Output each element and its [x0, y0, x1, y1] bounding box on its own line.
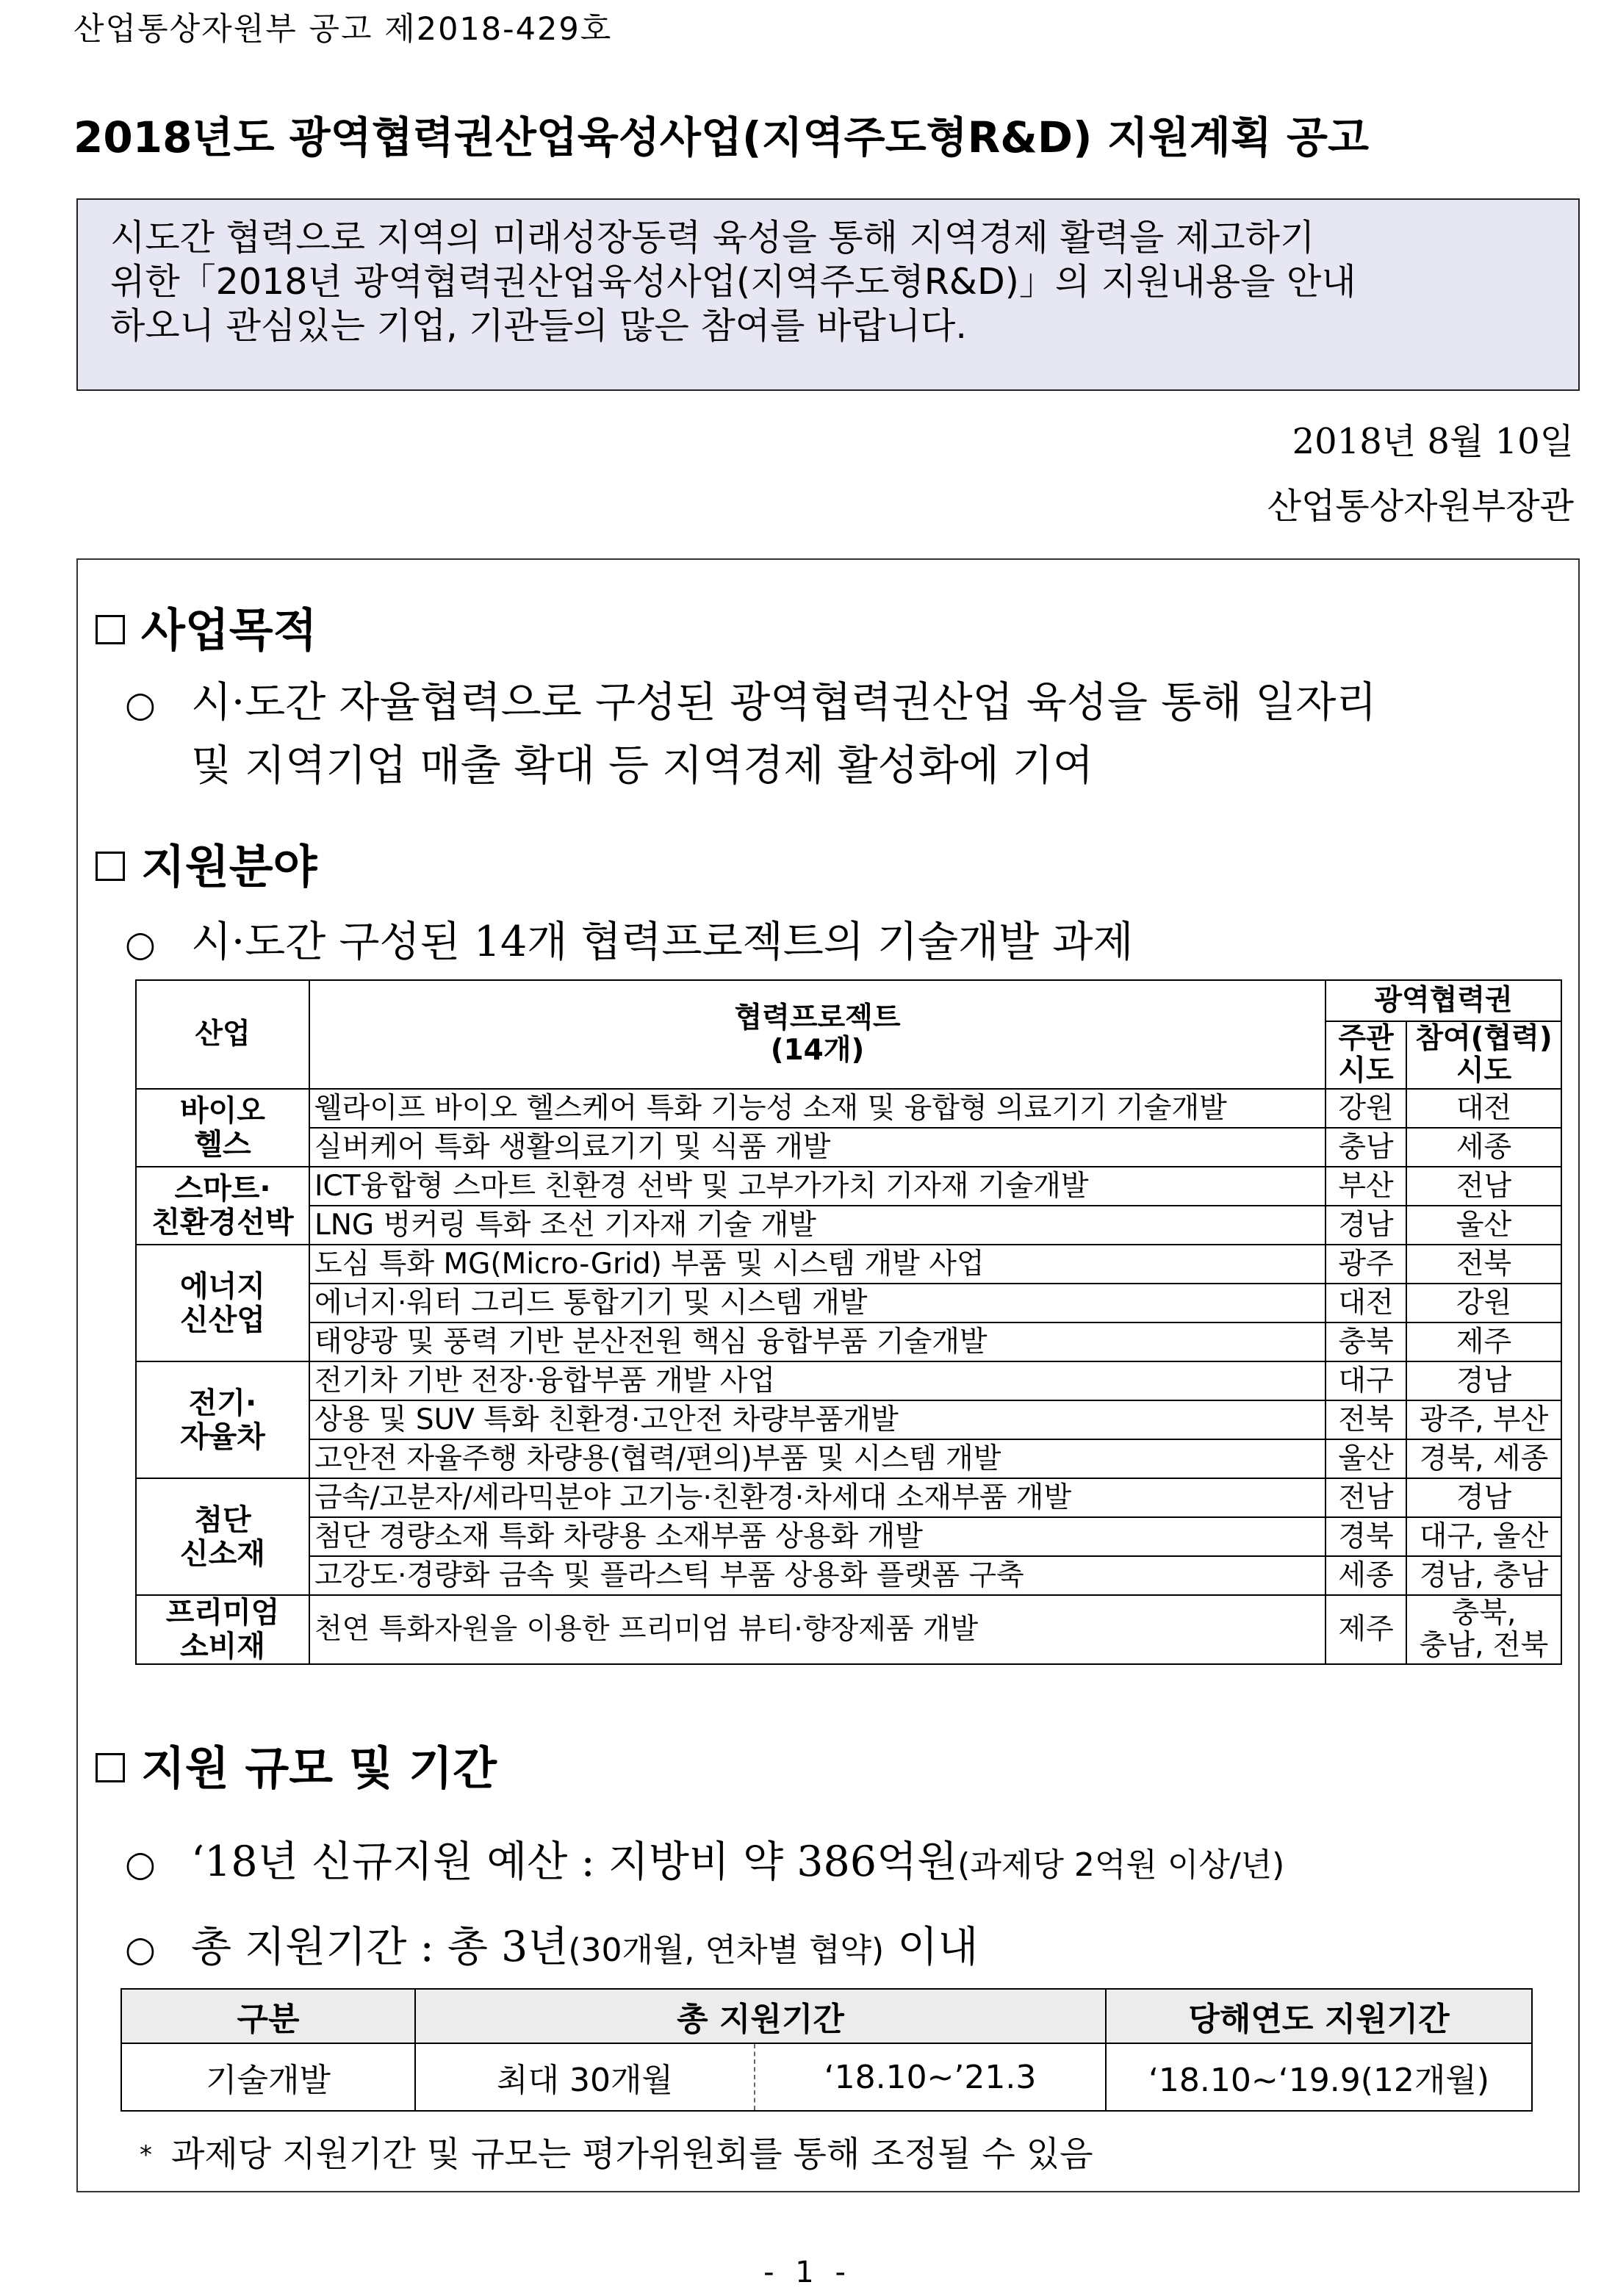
- project-table: [135, 979, 1562, 1665]
- bullet-text: 시·도간 구성된 14개 협력프로젝트의 기술개발 과제: [191, 918, 1134, 966]
- circle-bullet-icon: ○: [125, 684, 156, 725]
- checkbox-square-icon: [96, 1753, 125, 1782]
- project-cell: 태양광 및 풍력 기반 분산전원 핵심 융합부품 기술개발: [309, 1322, 1326, 1361]
- project-cell: 웰라이프 바이오 헬스케어 특화 기능성 소재 및 융합형 의료기기 기술개발: [309, 1089, 1326, 1128]
- lead-cell: 대구: [1326, 1361, 1406, 1400]
- lead-cell: 제주: [1326, 1595, 1406, 1664]
- intro-line-3: 하오니 관심있는 기업, 기관들의 많은 참여를 바랍니다.: [110, 305, 967, 347]
- table-row: [121, 2043, 1532, 2111]
- table-row: [136, 1517, 1561, 1556]
- partner-cell: 경남, 충남: [1406, 1556, 1561, 1595]
- table-row: [136, 1245, 1561, 1284]
- lead-cell: 경남: [1326, 1206, 1406, 1245]
- project-cell: 상용 및 SUV 특화 친환경·고안전 차량부품개발: [309, 1400, 1326, 1439]
- row-total-range: ‘18.10~’21.3: [755, 2043, 1106, 2111]
- budget-note: (과제당 2억원 이상/년): [957, 1846, 1285, 1884]
- period-table: [121, 1988, 1533, 2112]
- intro-box: [76, 198, 1580, 391]
- partner-cell: 광주, 부산: [1406, 1400, 1561, 1439]
- budget-text: ‘18년 신규지원 예산 : 지방비 약 386억원: [191, 1838, 958, 1886]
- table-row: [136, 1167, 1561, 1206]
- lead-cell: 전남: [1326, 1478, 1406, 1517]
- period-bullet: [125, 1913, 978, 1973]
- project-cell: 고강도·경량화 금속 및 플라스틱 부품 상용화 플랫폼 구축: [309, 1556, 1326, 1595]
- asterisk-icon: *: [140, 2140, 152, 2170]
- section-heading-text: 사업목적: [141, 603, 317, 657]
- row-max-duration: 최대 30개월: [415, 2043, 755, 2111]
- lead-cell: 강원: [1326, 1089, 1406, 1128]
- circle-bullet-icon: ○: [125, 1843, 156, 1885]
- section-heading-field: [96, 830, 317, 896]
- table-header-row: [121, 1989, 1532, 2043]
- table-row: [136, 1439, 1561, 1478]
- circle-bullet-icon: ○: [125, 1929, 156, 1970]
- project-cell: 에너지·워터 그리드 통합기기 및 시스템 개발: [309, 1284, 1326, 1322]
- lead-cell: 부산: [1326, 1167, 1406, 1206]
- issuer: 산업통상자원부장관: [1267, 486, 1574, 527]
- partner-cell: 대구, 울산: [1406, 1517, 1561, 1556]
- project-cell: LNG 벙커링 특화 조선 기자재 기술 개발: [309, 1206, 1326, 1245]
- partner-cell: 대전: [1406, 1089, 1561, 1128]
- project-cell: 실버케어 특화 생활의료기기 및 식품 개발: [309, 1128, 1326, 1167]
- purpose-bullet-continuation: 및 지역기업 매출 확대 등 지역경제 활성화에 기여: [191, 741, 1094, 790]
- section-heading-scale: [96, 1732, 497, 1797]
- category-cell: 첨단 신소재: [136, 1478, 309, 1595]
- intro-line-1: 시도간 협력으로 지역의 미래성장동력 육성을 통해 지역경제 활력을 제고하기: [110, 217, 1315, 259]
- partner-cell: 경남: [1406, 1361, 1561, 1400]
- project-cell: 천연 특화자원을 이용한 프리미엄 뷰티·향장제품 개발: [309, 1595, 1326, 1664]
- field-bullet: [125, 908, 1133, 968]
- category-cell: 전기· 자율차: [136, 1361, 309, 1478]
- period-text: 총 지원기간 : 총 3년: [191, 1923, 569, 1971]
- footnote-text: 과제당 지원기간 및 규모는 평가위원회를 통해 조정될 수 있음: [171, 2134, 1093, 2175]
- page-number: - 1 -: [763, 2256, 852, 2289]
- table-row: [136, 1128, 1561, 1167]
- category-cell: 프리미엄 소비재: [136, 1595, 309, 1664]
- partner-cell: 전북: [1406, 1245, 1561, 1284]
- lead-cell: 대전: [1326, 1284, 1406, 1322]
- purpose-bullet: [125, 669, 1377, 729]
- lead-cell: 경북: [1326, 1517, 1406, 1556]
- lead-cell: 세종: [1326, 1556, 1406, 1595]
- checkbox-square-icon: [96, 615, 125, 644]
- category-cell: 바이오 헬스: [136, 1089, 309, 1167]
- partner-cell: 경남: [1406, 1478, 1561, 1517]
- table-row: [136, 1400, 1561, 1439]
- section-heading-text: 지원분야: [141, 840, 317, 893]
- table-row: [136, 1595, 1561, 1664]
- footnote: [140, 2127, 1093, 2176]
- table-row: [136, 1206, 1561, 1245]
- partner-cell: 제주: [1406, 1322, 1561, 1361]
- partner-cell: 경북, 세종: [1406, 1439, 1561, 1478]
- lead-cell: 충북: [1326, 1322, 1406, 1361]
- lead-cell: 충남: [1326, 1128, 1406, 1167]
- partner-cell: 전남: [1406, 1167, 1561, 1206]
- circle-bullet-icon: ○: [125, 924, 156, 965]
- project-cell: 금속/고분자/세라믹분야 고기능·친환경·차세대 소재부품 개발: [309, 1478, 1326, 1517]
- bullet-text: 시·도간 자율협력으로 구성된 광역협력권산업 육성을 통해 일자리: [191, 678, 1377, 727]
- table-row: [136, 1361, 1561, 1400]
- budget-bullet: [125, 1828, 1284, 1888]
- table-row: [136, 1322, 1561, 1361]
- section-heading-purpose: [96, 594, 317, 659]
- header-project-label: 협력프로젝트: [734, 1001, 901, 1034]
- header-partner: 참여(협력) 시도: [1406, 1021, 1561, 1089]
- notice-number: 산업통상자원부 공고 제2018-429호: [73, 11, 613, 48]
- project-cell: ICT융합형 스마트 친환경 선박 및 고부가가치 기자재 기술개발: [309, 1167, 1326, 1206]
- header-project: [309, 980, 1326, 1089]
- header-lead: 주관 시도: [1326, 1021, 1406, 1089]
- header-total-period: 총 지원기간: [415, 1989, 1106, 2043]
- intro-line-2: 위한「2018년 광역협력권산업육성사업(지역주도형R&D)」의 지원내용을 안내: [110, 261, 1356, 303]
- project-cell: 첨단 경량소재 특화 차량용 소재부품 상용화 개발: [309, 1517, 1326, 1556]
- header-current-period: 당해연도 지원기간: [1106, 1989, 1532, 2043]
- lead-cell: 울산: [1326, 1439, 1406, 1478]
- project-cell: 도심 특화 MG(Micro-Grid) 부품 및 시스템 개발 사업: [309, 1245, 1326, 1284]
- table-row: [136, 1284, 1561, 1322]
- document-title: 2018년도 광역협력권산업육성사업(지역주도형R&D) 지원계획 공고: [73, 112, 1370, 162]
- partner-cell: 울산: [1406, 1206, 1561, 1245]
- partner-cell: 세종: [1406, 1128, 1561, 1167]
- header-category: 구분: [121, 1989, 415, 2043]
- header-region: 광역협력권: [1326, 980, 1561, 1021]
- period-tail: 이내: [884, 1923, 979, 1971]
- header-industry: 산업: [136, 980, 309, 1089]
- lead-cell: 광주: [1326, 1245, 1406, 1284]
- partner-cell: 충북, 충남, 전북: [1406, 1595, 1561, 1664]
- lead-cell: 전북: [1326, 1400, 1406, 1439]
- table-row: [136, 1089, 1561, 1128]
- category-cell: 에너지 신산업: [136, 1245, 309, 1361]
- announcement-date: 2018년 8월 10일: [1292, 421, 1574, 462]
- partner-cell: 강원: [1406, 1284, 1561, 1322]
- row-current-range: ‘18.10~‘19.9(12개월): [1106, 2043, 1532, 2111]
- table-row: [136, 1556, 1561, 1595]
- category-cell: 스마트· 친환경선박: [136, 1167, 309, 1245]
- header-project-count: (14개): [770, 1034, 865, 1067]
- section-heading-text: 지원 규모 및 기간: [141, 1741, 497, 1795]
- project-cell: 고안전 자율주행 차량용(협력/편의)부품 및 시스템 개발: [309, 1439, 1326, 1478]
- project-cell: 전기차 기반 전장·융합부품 개발 사업: [309, 1361, 1326, 1400]
- checkbox-square-icon: [96, 852, 125, 881]
- table-row: [136, 1478, 1561, 1517]
- period-note: (30개월, 연차별 협약): [568, 1932, 885, 1969]
- row-type: 기술개발: [121, 2043, 415, 2111]
